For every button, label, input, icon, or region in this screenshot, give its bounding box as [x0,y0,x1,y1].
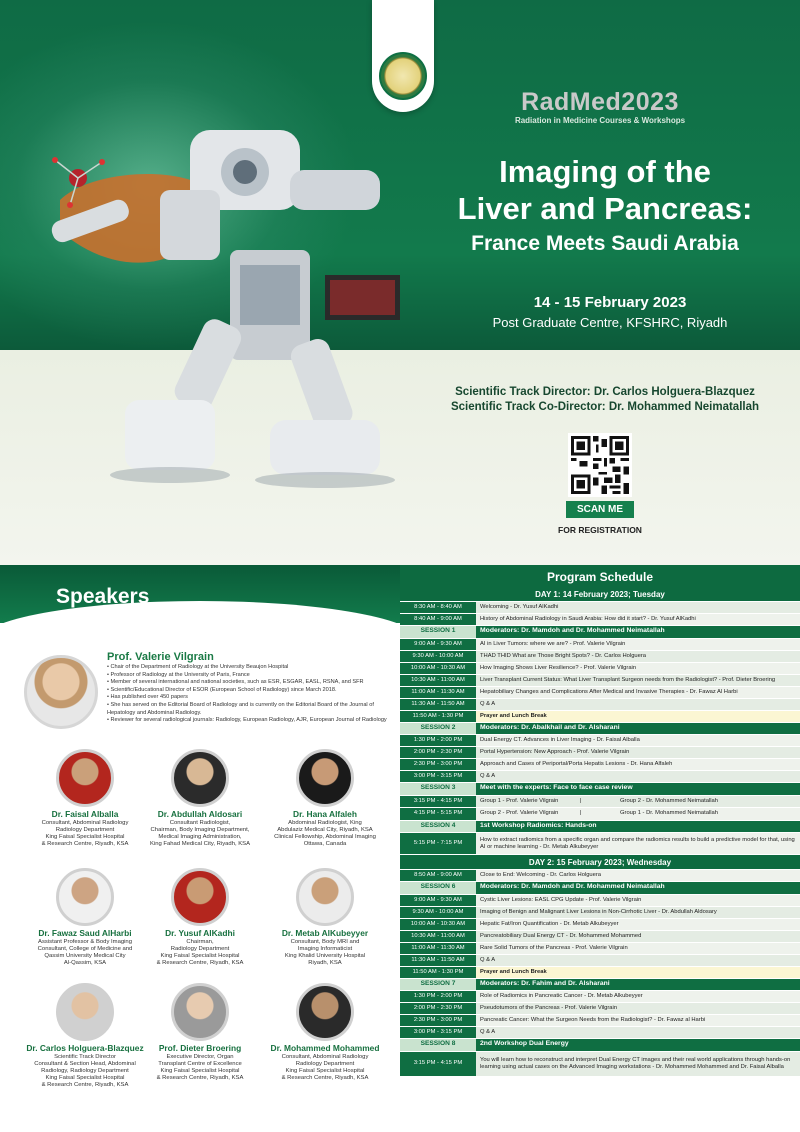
talk-title: Q & A [476,1027,800,1038]
speakers-title: Speakers [56,585,150,608]
event-dates: 14 - 15 February 2023 [533,294,687,311]
time-slot: 2:00 PM - 2:30 PM [400,1003,476,1014]
time-slot: 9:00 AM - 9:30 AM [400,639,476,650]
avatar [296,868,354,926]
event-venue: Post Graduate Centre, KFSHRC, Riyadh [492,315,728,330]
time-slot: 5:15 PM - 7:15 PM [400,833,476,854]
speaker-name: Dr. Mohammed Mohammed [270,1043,380,1053]
bio-item: • She has served on the Editorial Board of Radiology and is currently on the Editorial Board of the Journal of Hepatology and Abdominal Radiology. [107,702,397,717]
speaker-affiliation: Assistant Professor & Body Imaging Consultant, College of Medicine and Qassim University Medical City Al-Qassim, KSA [37,939,133,966]
schedule-row [400,687,800,699]
schedule-row [400,943,800,955]
registration-qr-code[interactable] [568,433,632,497]
time-slot: 1:30 PM - 2:00 PM [400,991,476,1002]
time-slot: 3:00 PM - 3:15 PM [400,1027,476,1038]
bio-item: • Scientific/Educational Director of ESOR (European School of Radiology) since March 2018. [107,687,397,695]
time-slot: 8:40 AM - 9:00 AM [400,614,476,625]
schedule-row [400,955,800,967]
time-slot: 9:30 AM - 10:00 AM [400,907,476,918]
schedule-row [400,833,800,855]
scan-me-button[interactable]: SCAN ME [566,501,634,518]
schedule-row [400,907,800,919]
featured-speaker-name: Prof. Valerie Vilgrain [107,651,214,663]
schedule-row [400,1027,800,1039]
medical-robot-illustration [40,100,420,500]
brand-subtitle: Radiation in Medicine Courses & Workshops [514,116,686,125]
schedule-row [400,675,800,687]
time-slot: 10:00 AM - 10:30 AM [400,919,476,930]
talk-title: Q & A [476,771,800,782]
session-moderators: Moderators: Dr. Mamdoh and Dr. Mohammed Neimatallah [476,882,800,894]
schedule-row [400,991,800,1003]
schedule-row [400,1003,800,1015]
session-moderators: 2nd Workshop Dual Energy [476,1039,800,1051]
bio-item: • Chair of the Department of Radiology at the University Beaujon Hospital [107,664,397,672]
speaker-affiliation: Abdominal Radiologist, King Abdulaziz Medical City, Riyadh, KSA Clinical Fellowship, Abdominal Imaging Ottawa, Canada [274,820,376,847]
session-row [400,783,800,796]
speaker-name: Dr. Hana Alfaleh [293,809,357,819]
event-title-line-2: Liver and Pancreas: [457,191,753,226]
day-header: DAY 1: 14 February 2023; Tuesday [400,587,800,602]
program-table [400,587,800,1077]
speaker-affiliation: Consultant, Body MRI and Imaging Informaticist King Khalid University Hospital Riyadh, KSA [284,939,366,966]
time-slot: 11:00 AM - 11:30 AM [400,943,476,954]
session-label: SESSION 4 [400,821,476,833]
day-header: DAY 2: 15 February 2023; Wednesday [400,855,800,870]
speakers-section [0,565,400,1132]
group-assignment: Group 1 - Prof. Valerie Vilgrain [480,797,559,804]
speaker-card [135,983,265,1082]
session-row [400,723,800,736]
speaker-card [135,868,265,967]
time-slot: 8:50 AM - 9:00 AM [400,870,476,881]
schedule-row [400,602,800,614]
schedule-row [400,759,800,771]
talk-title: Welcoming - Dr. Yusuf AlKadhi [476,602,800,613]
talk-title: Prayer and Lunch Break [476,711,800,722]
talk-title: AI in Liver Tumors: where we are? - Prof. Valerie Vilgrain [476,639,800,650]
time-slot: 3:15 PM - 4:15 PM [400,796,476,808]
time-slot: 10:30 AM - 11:00 AM [400,675,476,686]
time-slot: 2:00 PM - 2:30 PM [400,747,476,758]
speaker-affiliation: Consultant Radiologist, Chairman, Body Imaging Department, Medical Imaging Administration, King Fahad Medical City, Riyadh, KSA [149,820,251,847]
talk-title: Q & A [476,699,800,710]
schedule-row [400,919,800,931]
time-slot: 9:00 AM - 9:30 AM [400,895,476,906]
speaker-name: Dr. Faisal Alballa [51,809,119,819]
registration-label: FOR REGISTRATION [558,525,642,535]
talk-title: How Imaging Shows Liver Resilience? - Prof. Valerie Vilgrain [476,663,800,674]
speaker-card [260,983,390,1082]
ministry-emblem-icon [379,52,427,100]
talk-title: Hepatic Fat/Iron Quantification - Dr. Metab Alkubeyyer [476,919,800,930]
talk-title: Dual Energy CT. Advances in Liver Imaging - Dr. Faisal Alballa [476,735,800,746]
featured-speaker-bio [107,664,397,725]
group-assignment: Group 2 - Prof. Valerie Vilgrain [480,810,559,817]
talk-title: How to extract radiomics from a specific organ and compare the radiomics results to build a predictive model for that, using AI or machine learning - Dr. Metab Alkubeyyer [476,833,800,854]
session-row [400,821,800,834]
schedule-row [400,639,800,651]
talk-title: THAD THID What are Those Bright Spots? - Dr. Carlos Holguera [476,651,800,662]
talk-title: Imaging of Benign and Malignant Liver Lesions in Non-Cirrhotic Liver - Dr. Abdullah Aldosary [476,907,800,918]
session-label: SESSION 3 [400,783,476,795]
avatar [24,655,98,729]
schedule-row [400,1015,800,1027]
speaker-card [20,868,150,967]
talk-title: Pancreatobiliary Dual Energy CT - Dr. Mohammed Mohammed [476,931,800,942]
event-subtitle: France Meets Saudi Arabia [471,232,739,255]
qr-code-icon [571,436,629,494]
bio-item: • Reviewer for several radiological journals: Radiology, European Radiology, AJR, European Journal of Radiology [107,717,397,725]
avatar [296,983,354,1041]
avatar [56,749,114,807]
speaker-card [260,749,390,848]
time-slot: 2:30 PM - 3:00 PM [400,759,476,770]
session-moderators: Moderators: Dr. Fahim and Dr. Alsharani [476,979,800,991]
group-assignment: Group 2 - Dr. Mohammed Neimatallah [620,797,718,804]
brand-name: RadMed2023 [521,88,679,116]
speaker-affiliation: Consultant, Abdominal Radiology Radiology Department King Faisal Specialist Hospital & Research Centre, Riyadh, KSA [41,820,129,847]
avatar [56,868,114,926]
session-moderators: Meet with the experts: Face to face case review [476,783,800,795]
talk-title: Role of Radiomics in Pancreatic Cancer - Dr. Metab Alkubeyyer [476,991,800,1002]
time-slot: 2:30 PM - 3:00 PM [400,1015,476,1026]
speaker-affiliation: Consultant, Abdominal Radiology Radiology Department King Faisal Specialist Hospital & Research Centre, Riyadh, KSA [281,1054,369,1081]
time-slot: 10:00 AM - 10:30 AM [400,663,476,674]
group-separator: | [580,797,582,804]
schedule-row [400,663,800,675]
track-director: Scientific Track Director: Dr. Carlos Holguera-Blazquez [455,386,755,398]
session-label: SESSION 8 [400,1039,476,1051]
schedule-row [400,967,800,979]
speaker-affiliation: Scientific Track Director Consultant & Section Head, Abdominal Radiology, Radiology Department King Faisal Specialist Hospital & Research Centre, Riyadh, KSA [34,1054,136,1088]
time-slot: 11:50 AM - 1:30 PM [400,711,476,722]
talk-title: Pancreatic Cancer: What the Surgeon Needs from the Radiologist? - Dr. Fawaz al Harbi [476,1015,800,1026]
session-row [400,979,800,992]
time-slot: 10:30 AM - 11:00 AM [400,931,476,942]
time-slot: 3:00 PM - 3:15 PM [400,771,476,782]
schedule-row [400,711,800,723]
time-slot: 11:00 AM - 11:30 AM [400,687,476,698]
bio-item: • Member of several international and national societies, such as ESR, ESGAR, EASL, RSNA, and SFR [107,679,397,687]
speaker-card [20,749,150,848]
speaker-affiliation: Chairman, Radiology Department King Faisal Specialist Hospital & Research Centre, Riyadh, KSA [156,939,244,966]
talk-title: Pseudotumors of the Pancreas - Prof. Valerie Vilgrain [476,1003,800,1014]
session-label: SESSION 1 [400,626,476,638]
schedule-row [400,1052,800,1077]
group-assignment: Group 1 - Dr. Mohammed Neimatallah [620,810,718,817]
program-schedule [400,565,800,1132]
schedule-row [400,771,800,783]
program-title: Program Schedule [400,565,800,587]
hero-banner [0,0,800,565]
speaker-name: Dr. Abdullah Aldosari [157,809,243,819]
avatar [171,868,229,926]
talk-title: Approach and Cases of Periportal/Porta Hepatis Lesions - Dr. Hana Alfaleh [476,759,800,770]
event-title-line-1: Imaging of the [499,154,711,189]
time-slot: 4:15 PM - 5:15 PM [400,808,476,820]
talk-title: Q & A [476,955,800,966]
schedule-row [400,895,800,907]
avatar [171,749,229,807]
schedule-row [400,699,800,711]
group-separator: | [580,810,582,817]
session-label: SESSION 7 [400,979,476,991]
talk-title: Cystic Liver Lesions: EASL CPG Update - Prof. Valerie Vilgrain [476,895,800,906]
schedule-row [400,651,800,663]
talk-title: Close to End: Welcoming - Dr. Carlos Holguera [476,870,800,881]
bio-item: • Has published over 450 papers [107,694,397,702]
bio-item: • Professor of Radiology at the University of Paris, France [107,672,397,680]
schedule-row [400,735,800,747]
session-moderators: Moderators: Dr. Abalkhail and Dr. Alsharani [476,723,800,735]
time-slot: 9:30 AM - 10:00 AM [400,651,476,662]
speaker-name: Prof. Dieter Broering [158,1043,242,1053]
session-row [400,1039,800,1052]
schedule-row [400,808,800,821]
speaker-affiliation: Executive Director, Organ Transplant Centre of Excellence King Faisal Specialist Hospital & Research Centre, Riyadh, KSA [156,1054,244,1081]
split-groups [476,808,800,820]
avatar [296,749,354,807]
time-slot: 1:30 PM - 2:00 PM [400,735,476,746]
schedule-row [400,870,800,882]
session-label: SESSION 6 [400,882,476,894]
speaker-name: Dr. Fawaz Saud AlHarbi [38,928,132,938]
track-co-director: Scientific Track Co-Director: Dr. Mohammed Neimatallah [450,401,760,413]
talk-title: History of Abdominal Radiology in Saudi Arabia: How did it start? - Dr. Yusuf AlKadhi [476,614,800,625]
speaker-name: Dr. Yusuf AlKadhi [165,928,235,938]
avatar [171,983,229,1041]
session-moderators: Moderators: Dr. Mamdoh and Dr. Mohammed Neimatallah [476,626,800,638]
time-slot: 11:50 AM - 1:30 PM [400,967,476,978]
talk-title: Prayer and Lunch Break [476,967,800,978]
talk-title: Rare Solid Tumors of the Pancreas - Prof. Valerie Vilgrain [476,943,800,954]
speaker-card [135,749,265,848]
time-slot: 11:30 AM - 11:50 AM [400,699,476,710]
session-row [400,626,800,639]
speaker-name: Dr. Carlos Holguera-Blazquez [26,1043,144,1053]
speaker-card [20,983,150,1089]
talk-title: You will learn how to reconstruct and interpret Dual Energy CT images and their real world applications through hands-on learning using actual cases on the Advanced Imaging workstations - Dr. Mohammed Mohammed and Dr. Faisal Alballa [476,1052,800,1076]
talk-title: Liver Transplant Current Status: What Liver Transplant Surgeon needs from the Radiologist? - Prof. Dieter Broering [476,675,800,686]
schedule-row [400,931,800,943]
schedule-row [400,796,800,809]
session-label: SESSION 2 [400,723,476,735]
session-row [400,882,800,895]
time-slot: 8:30 AM - 8:40 AM [400,602,476,613]
schedule-row [400,747,800,759]
avatar [56,983,114,1041]
time-slot: 11:30 AM - 11:50 AM [400,955,476,966]
schedule-row [400,614,800,626]
speaker-name: Dr. Metab AlKubeyyer [281,928,369,938]
time-slot: 3:15 PM - 4:15 PM [400,1052,476,1076]
talk-title: Portal Hypertension: New Approach - Prof. Valerie Vilgrain [476,747,800,758]
session-moderators: 1st Workshop Radiomics: Hands-on [476,821,800,833]
speaker-card [260,868,390,967]
talk-title: Hepatobiliary Changes and Complications After Medical and Invasive Therapies - Dr. Fawaz Al Harbi [476,687,800,698]
split-groups [476,796,800,808]
